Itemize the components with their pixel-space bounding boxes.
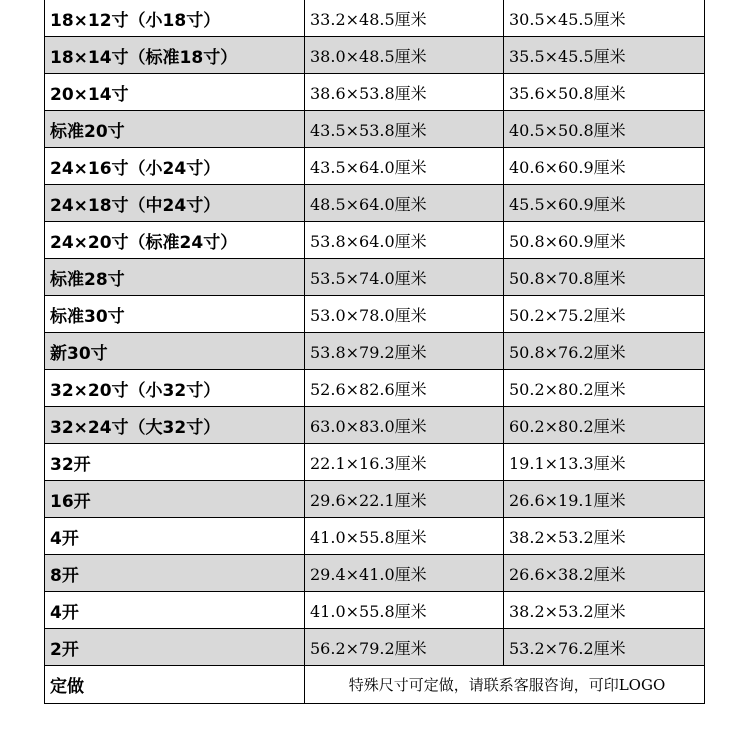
size-a-cell: 52.6×82.6厘米	[305, 370, 504, 407]
table-row	[45, 111, 705, 148]
size-b-cell: 50.8×70.8厘米	[504, 259, 705, 296]
size-a-cell: 29.4×41.0厘米	[305, 555, 504, 592]
size-a-cell: 48.5×64.0厘米	[305, 185, 504, 222]
size-table	[44, 0, 705, 704]
size-a-cell: 38.0×48.5厘米	[305, 37, 504, 74]
size-name-cell: 2开	[45, 629, 305, 666]
size-a-cell: 29.6×22.1厘米	[305, 481, 504, 518]
size-b-cell: 38.2×53.2厘米	[504, 518, 705, 555]
size-name-cell: 24×16寸（小24寸）	[45, 148, 305, 185]
size-b-cell: 50.2×80.2厘米	[504, 370, 705, 407]
table-row	[45, 370, 705, 407]
custom-row-note: 特殊尺寸可定做，请联系客服咨询，可印LOGO	[305, 666, 705, 704]
size-name-cell: 4开	[45, 592, 305, 629]
size-a-cell: 63.0×83.0厘米	[305, 407, 504, 444]
table-row	[45, 37, 705, 74]
table-body	[45, 0, 705, 704]
table-row	[45, 518, 705, 555]
table-row	[45, 481, 705, 518]
size-name-cell: 8开	[45, 555, 305, 592]
table-row	[45, 0, 705, 37]
size-name-cell: 32×24寸（大32寸）	[45, 407, 305, 444]
size-b-cell: 53.2×76.2厘米	[504, 629, 705, 666]
size-b-cell: 26.6×19.1厘米	[504, 481, 705, 518]
size-a-cell: 33.2×48.5厘米	[305, 0, 504, 37]
table-row	[45, 592, 705, 629]
size-name-cell: 18×12寸（小18寸）	[45, 0, 305, 37]
custom-row	[45, 666, 705, 704]
size-a-cell: 53.5×74.0厘米	[305, 259, 504, 296]
size-name-cell: 16开	[45, 481, 305, 518]
table-row	[45, 259, 705, 296]
size-a-cell: 43.5×64.0厘米	[305, 148, 504, 185]
table-row	[45, 333, 705, 370]
size-b-cell: 19.1×13.3厘米	[504, 444, 705, 481]
size-name-cell: 32开	[45, 444, 305, 481]
size-b-cell: 40.6×60.9厘米	[504, 148, 705, 185]
size-a-cell: 41.0×55.8厘米	[305, 592, 504, 629]
size-a-cell: 38.6×53.8厘米	[305, 74, 504, 111]
size-b-cell: 30.5×45.5厘米	[504, 0, 705, 37]
table-row	[45, 296, 705, 333]
size-b-cell: 45.5×60.9厘米	[504, 185, 705, 222]
size-b-cell: 50.8×76.2厘米	[504, 333, 705, 370]
size-b-cell: 26.6×38.2厘米	[504, 555, 705, 592]
size-name-cell: 标准30寸	[45, 296, 305, 333]
size-name-cell: 32×20寸（小32寸）	[45, 370, 305, 407]
table-row	[45, 222, 705, 259]
size-a-cell: 53.0×78.0厘米	[305, 296, 504, 333]
size-name-cell: 标准20寸	[45, 111, 305, 148]
size-a-cell: 43.5×53.8厘米	[305, 111, 504, 148]
size-name-cell: 18×14寸（标准18寸）	[45, 37, 305, 74]
size-a-cell: 41.0×55.8厘米	[305, 518, 504, 555]
table-row	[45, 407, 705, 444]
size-b-cell: 35.5×45.5厘米	[504, 37, 705, 74]
size-a-cell: 53.8×64.0厘米	[305, 222, 504, 259]
table-row	[45, 148, 705, 185]
size-b-cell: 50.2×75.2厘米	[504, 296, 705, 333]
table-row	[45, 74, 705, 111]
size-a-cell: 56.2×79.2厘米	[305, 629, 504, 666]
size-name-cell: 新30寸	[45, 333, 305, 370]
size-name-cell: 20×14寸	[45, 74, 305, 111]
table-row	[45, 444, 705, 481]
size-a-cell: 22.1×16.3厘米	[305, 444, 504, 481]
size-name-cell: 标准28寸	[45, 259, 305, 296]
table-row	[45, 629, 705, 666]
size-b-cell: 35.6×50.8厘米	[504, 74, 705, 111]
size-b-cell: 38.2×53.2厘米	[504, 592, 705, 629]
size-b-cell: 60.2×80.2厘米	[504, 407, 705, 444]
size-name-cell: 24×18寸（中24寸）	[45, 185, 305, 222]
table-row	[45, 185, 705, 222]
size-name-cell: 24×20寸（标准24寸）	[45, 222, 305, 259]
size-b-cell: 40.5×50.8厘米	[504, 111, 705, 148]
table-row	[45, 555, 705, 592]
size-a-cell: 53.8×79.2厘米	[305, 333, 504, 370]
size-b-cell: 50.8×60.9厘米	[504, 222, 705, 259]
size-name-cell: 4开	[45, 518, 305, 555]
custom-row-name: 定做	[45, 666, 305, 704]
